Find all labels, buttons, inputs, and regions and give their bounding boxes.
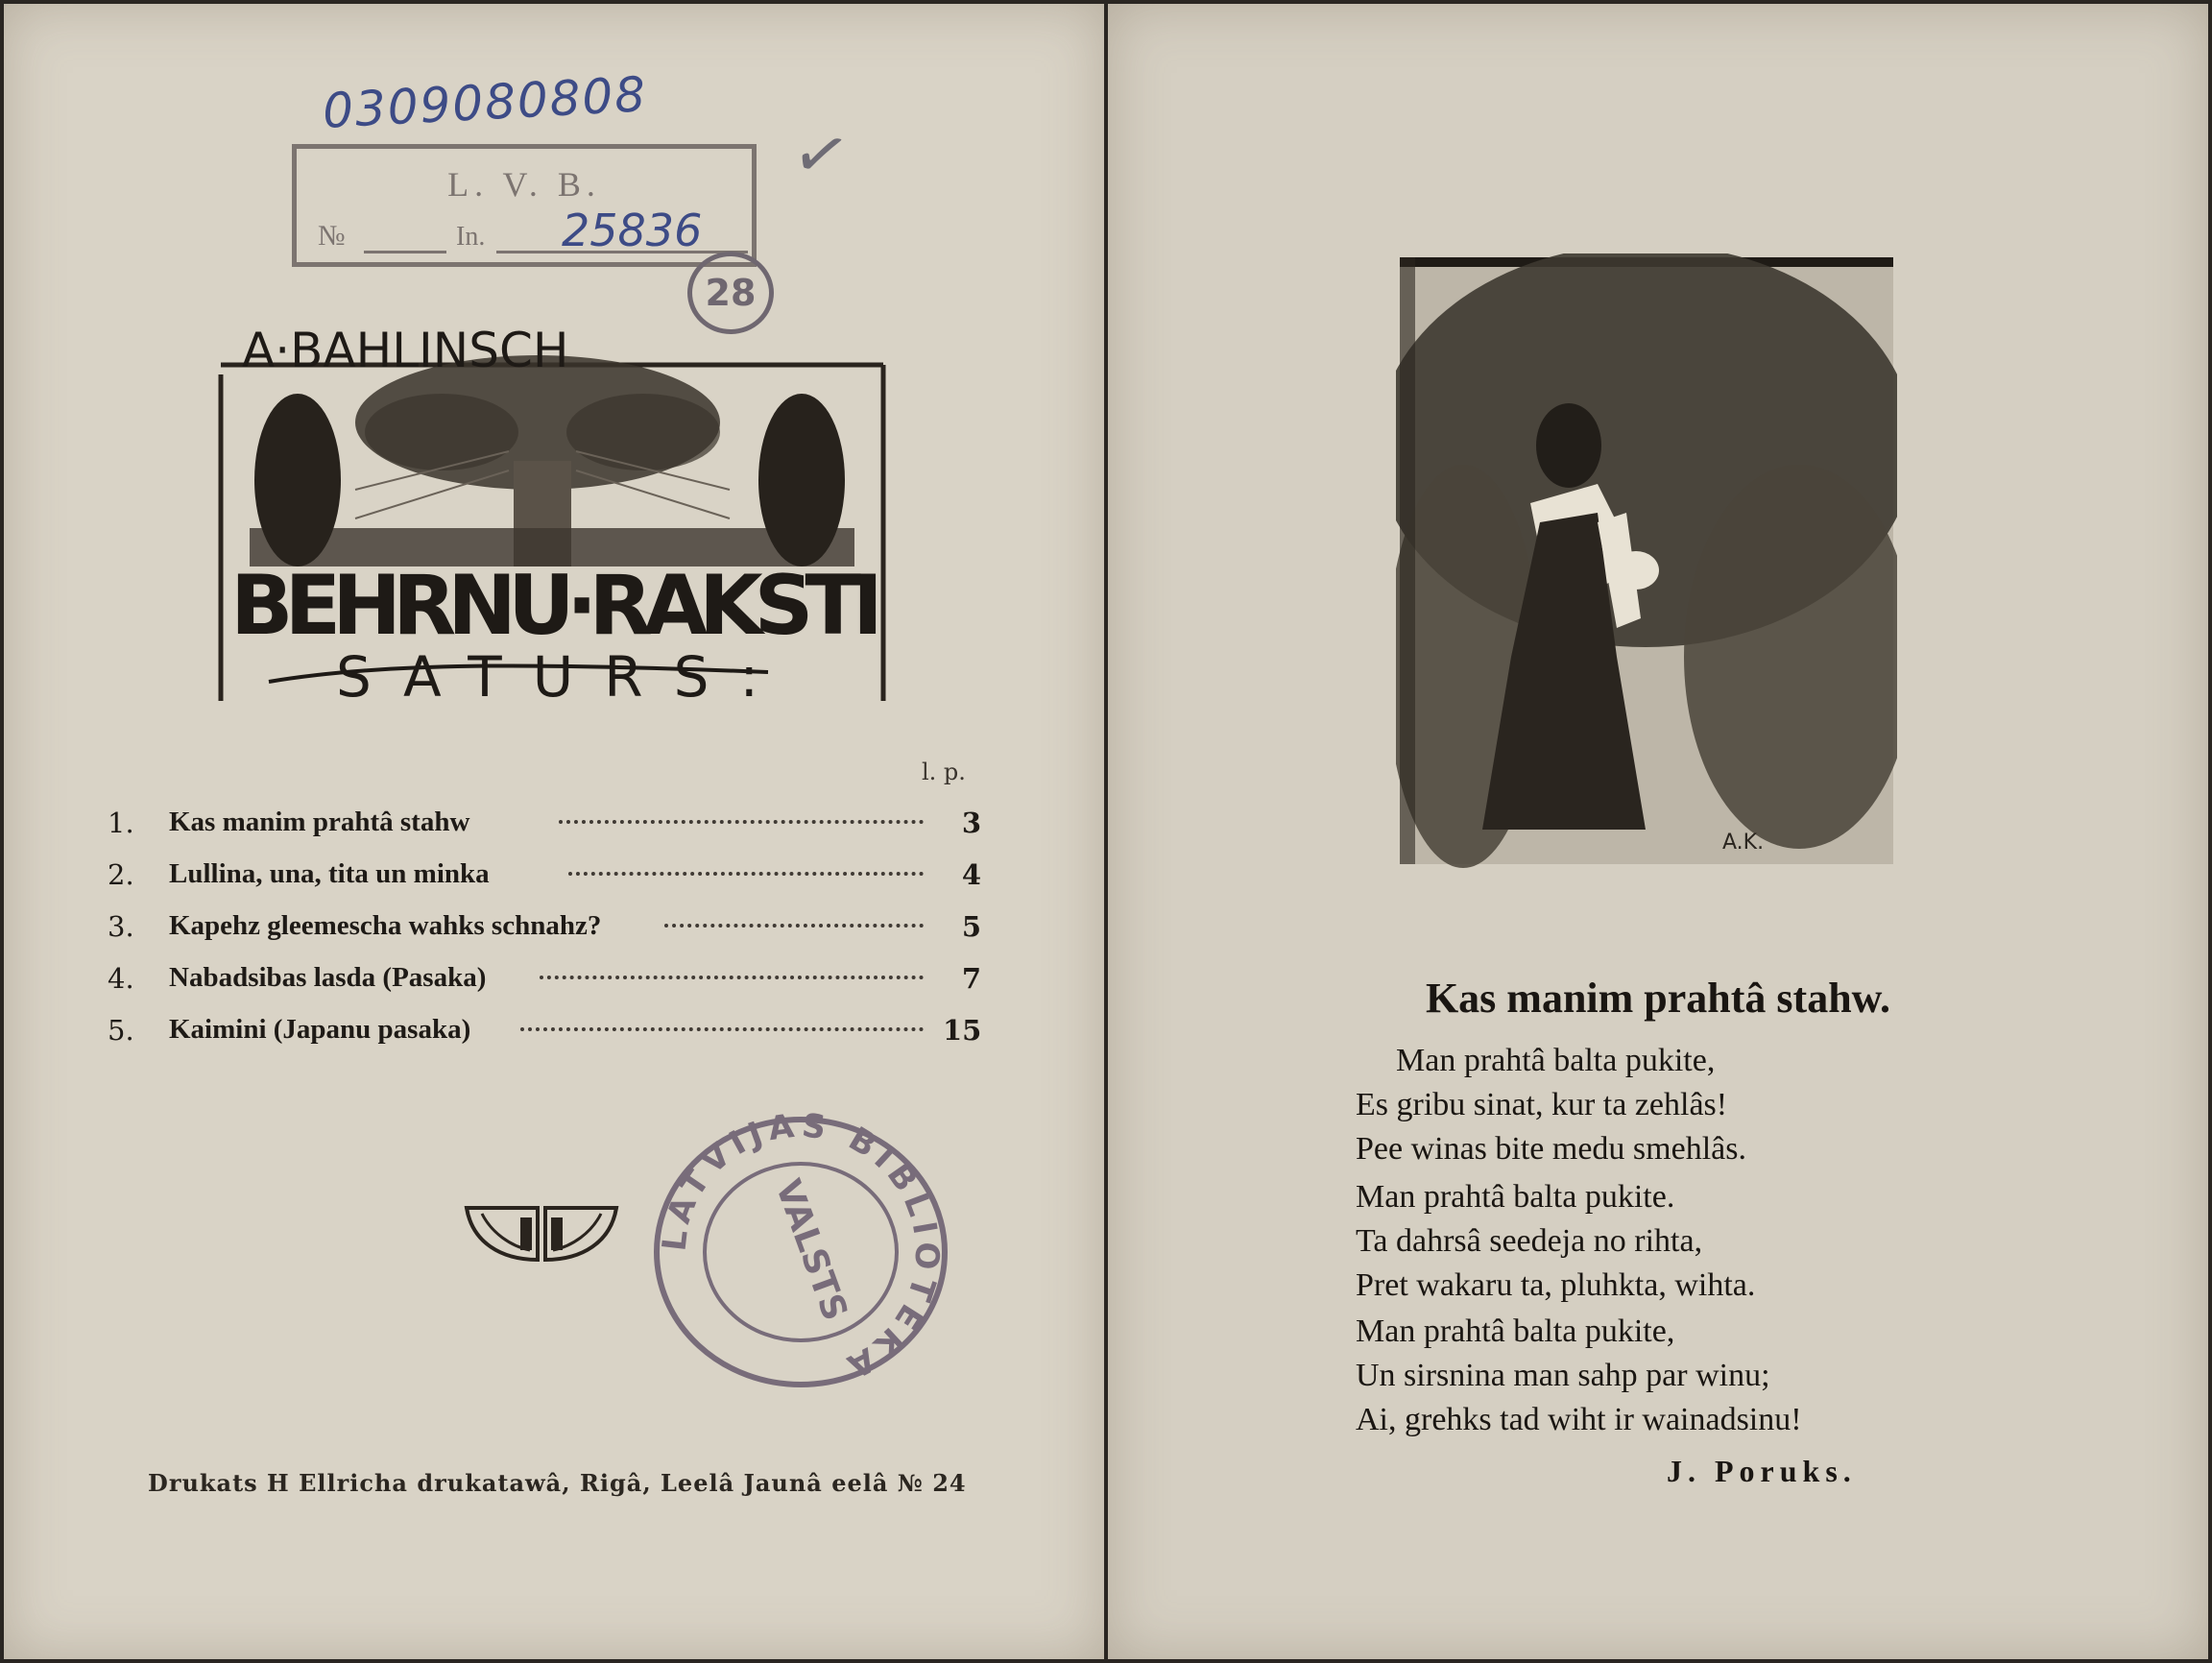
lvb-stamp-in-label: In. xyxy=(456,222,486,252)
poem-line: Pee winas bite medu smehlâs. xyxy=(1356,1131,1746,1167)
toc-row xyxy=(108,858,981,901)
inventory-number: 25836 xyxy=(562,205,703,256)
toc-page-number: 5 xyxy=(961,910,981,943)
toc-row xyxy=(108,1014,981,1056)
toc-title: Lullina, una, tita un minka xyxy=(169,858,490,889)
toc-page-column-label: l. p. xyxy=(922,759,966,785)
number-stamp: 28 xyxy=(687,252,774,334)
poem-line: Man prahtâ balta pukite, xyxy=(1396,1043,1716,1078)
poem-line: Es gribu sinat, kur ta zehlâs! xyxy=(1356,1087,1728,1122)
poem-line: Pret wakaru ta, pluhkta, wihta. xyxy=(1356,1267,1756,1303)
toc-row xyxy=(108,962,981,1004)
contents-heading: SATURS: xyxy=(336,644,758,710)
toc-page-number: 3 xyxy=(961,807,981,839)
toc-leader-dots xyxy=(568,872,924,876)
ornament-icon xyxy=(463,1204,620,1264)
header-illustration xyxy=(192,326,912,720)
lvb-stamp-title: L. V. B. xyxy=(447,165,601,204)
illustration-signature: A.K. xyxy=(1722,831,1765,855)
toc-page-number: 15 xyxy=(943,1014,982,1047)
toc-row xyxy=(108,910,981,952)
toc-row xyxy=(108,807,981,849)
poem-author: J. Poruks. xyxy=(1667,1454,1857,1488)
toc-number: 2. xyxy=(108,858,134,891)
toc-page-number: 7 xyxy=(961,962,981,995)
toc-leader-dots xyxy=(664,924,924,928)
lvb-stamp-no-line xyxy=(364,251,446,253)
toc-title: Kas manim prahtâ stahw xyxy=(169,807,470,837)
library-stamp-outer-text: LATVIJAS BIBLIOTEKA xyxy=(655,1110,947,1388)
toc-number: 1. xyxy=(108,807,134,839)
poem-line: Man prahtâ balta pukite, xyxy=(1356,1314,1675,1349)
poem-line: Un sirsnina man sahp par winu; xyxy=(1356,1358,1770,1393)
library-stamp xyxy=(647,1110,954,1394)
toc-title: Kapehz gleemescha wahks schnahz? xyxy=(169,910,602,941)
poem-line: Ta dahrsâ seedeja no rihta, xyxy=(1356,1223,1703,1259)
poem-line: Ai, grehks tad wiht ir wainadsinu! xyxy=(1356,1402,1802,1437)
toc-number: 5. xyxy=(108,1014,134,1047)
header-author: A·BAHLINSCH xyxy=(242,326,569,378)
toc-leader-dots xyxy=(520,1027,924,1031)
poem-line: Man prahtâ balta pukite. xyxy=(1356,1179,1675,1215)
header-series: BEHRNU·RAKSTI xyxy=(230,558,883,654)
call-number: 0309080808 xyxy=(321,66,649,139)
toc-title: Kaimini (Japanu pasaka) xyxy=(169,1014,471,1045)
lvb-stamp-no-label: № xyxy=(318,220,346,252)
toc-page-number: 4 xyxy=(961,858,981,891)
toc-number: 4. xyxy=(108,962,134,995)
library-stamp-inner-text: VALSTS xyxy=(767,1174,855,1326)
printer-line: Drukats H Ellricha drukatawâ, Rigâ, Leelâ Jaunâ eelâ № 24 xyxy=(148,1469,967,1497)
lvb-stamp xyxy=(292,144,757,267)
toc-number: 3. xyxy=(108,910,134,943)
toc-title: Nabadsibas lasda (Pasaka) xyxy=(169,962,487,993)
toc-leader-dots xyxy=(540,976,924,979)
toc-leader-dots xyxy=(559,820,924,824)
check-mark-icon: ✓ xyxy=(785,109,857,200)
woman-in-garden-illustration xyxy=(1396,253,1897,868)
poem-title: Kas manim prahtâ stahw. xyxy=(1425,975,1891,1022)
